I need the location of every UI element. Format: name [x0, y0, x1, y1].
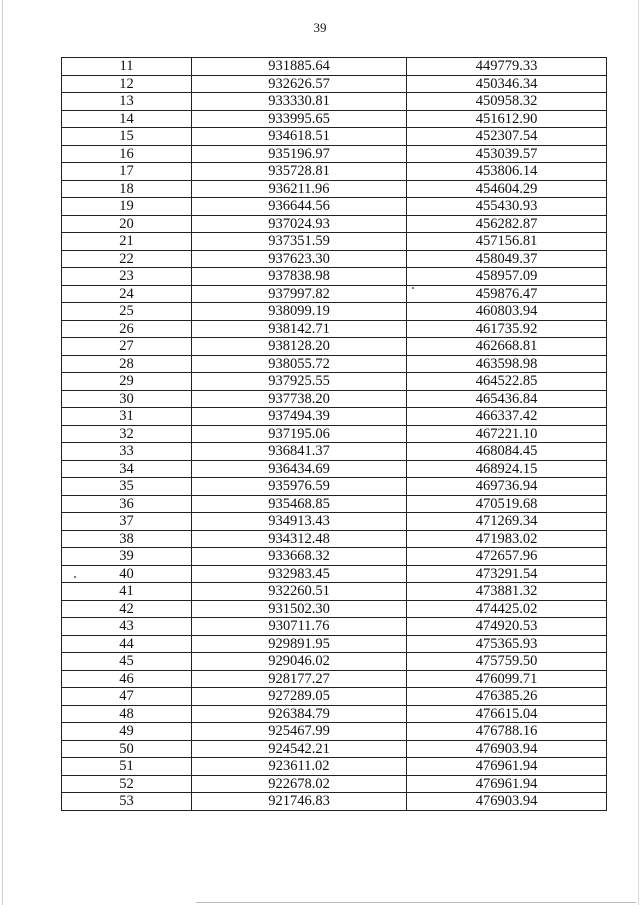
point-number-cell: 49 — [62, 723, 192, 741]
y-coordinate-cell: 476961.94 — [407, 775, 607, 793]
x-coordinate-cell: 935976.59 — [192, 478, 407, 496]
y-coordinate-cell: 461735.92 — [407, 320, 607, 338]
point-number-cell: 38 — [62, 530, 192, 548]
point-number-cell: 33 — [62, 443, 192, 461]
point-number-cell: 22 — [62, 250, 192, 268]
y-coordinate-cell: 453039.57 — [407, 145, 607, 163]
table-row — [62, 163, 607, 181]
x-coordinate-cell: 930711.76 — [192, 618, 407, 636]
table-row — [62, 425, 607, 443]
table-row — [62, 635, 607, 653]
x-coordinate-cell: 937195.06 — [192, 425, 407, 443]
table-row — [62, 443, 607, 461]
table-row — [62, 670, 607, 688]
y-coordinate-cell: 465436.84 — [407, 390, 607, 408]
x-coordinate-cell: 937623.30 — [192, 250, 407, 268]
table-row — [62, 688, 607, 706]
x-coordinate-cell: 926384.79 — [192, 705, 407, 723]
x-coordinate-cell: 934913.43 — [192, 513, 407, 531]
scan-speck — [74, 576, 76, 578]
page-edge-right — [638, 0, 639, 905]
x-coordinate-cell: 937024.93 — [192, 215, 407, 233]
scan-speck — [412, 287, 414, 289]
y-coordinate-cell: 476788.16 — [407, 723, 607, 741]
table-row — [62, 198, 607, 216]
x-coordinate-cell: 924542.21 — [192, 740, 407, 758]
y-coordinate-cell: 467221.10 — [407, 425, 607, 443]
point-number-cell: 20 — [62, 215, 192, 233]
table-row — [62, 408, 607, 426]
y-coordinate-cell: 463598.98 — [407, 355, 607, 373]
y-coordinate-cell: 450958.32 — [407, 93, 607, 111]
point-number-cell: 21 — [62, 233, 192, 251]
x-coordinate-cell: 933668.32 — [192, 548, 407, 566]
table-row — [62, 775, 607, 793]
point-number-cell: 35 — [62, 478, 192, 496]
y-coordinate-cell: 458049.37 — [407, 250, 607, 268]
point-number-cell: 47 — [62, 688, 192, 706]
x-coordinate-cell: 937997.82 — [192, 285, 407, 303]
y-coordinate-cell: 457156.81 — [407, 233, 607, 251]
table-row — [62, 320, 607, 338]
table-row — [62, 250, 607, 268]
y-coordinate-cell: 460803.94 — [407, 303, 607, 321]
table-row — [62, 740, 607, 758]
y-coordinate-cell: 473291.54 — [407, 565, 607, 583]
table-row — [62, 285, 607, 303]
point-number-cell: 30 — [62, 390, 192, 408]
x-coordinate-cell: 937838.98 — [192, 268, 407, 286]
x-coordinate-cell: 927289.05 — [192, 688, 407, 706]
point-number-cell: 45 — [62, 653, 192, 671]
table-row — [62, 793, 607, 811]
point-number-cell: 53 — [62, 793, 192, 811]
y-coordinate-cell: 449779.33 — [407, 58, 607, 76]
point-number-cell: 29 — [62, 373, 192, 391]
x-coordinate-cell: 929891.95 — [192, 635, 407, 653]
point-number-cell: 28 — [62, 355, 192, 373]
point-number-cell: 52 — [62, 775, 192, 793]
x-coordinate-cell: 922678.02 — [192, 775, 407, 793]
page-number: 39 — [313, 20, 327, 35]
point-number-cell: 15 — [62, 128, 192, 146]
table-row — [62, 233, 607, 251]
x-coordinate-cell: 937738.20 — [192, 390, 407, 408]
point-number-cell: 32 — [62, 425, 192, 443]
point-number-cell: 12 — [62, 75, 192, 93]
y-coordinate-cell: 454604.29 — [407, 180, 607, 198]
point-number-cell: 17 — [62, 163, 192, 181]
x-coordinate-cell: 938128.20 — [192, 338, 407, 356]
y-coordinate-cell: 474425.02 — [407, 600, 607, 618]
coordinates-table — [61, 57, 607, 811]
table-row — [62, 530, 607, 548]
point-number-cell: 26 — [62, 320, 192, 338]
table-row — [62, 303, 607, 321]
point-number-cell: 11 — [62, 58, 192, 76]
x-coordinate-cell: 933330.81 — [192, 93, 407, 111]
x-coordinate-cell: 929046.02 — [192, 653, 407, 671]
table-row — [62, 390, 607, 408]
point-number-cell: 23 — [62, 268, 192, 286]
table-row — [62, 355, 607, 373]
x-coordinate-cell: 936211.96 — [192, 180, 407, 198]
page-edge-left — [2, 0, 3, 905]
table-row — [62, 93, 607, 111]
y-coordinate-cell: 476615.04 — [407, 705, 607, 723]
x-coordinate-cell: 932983.45 — [192, 565, 407, 583]
x-coordinate-cell: 937925.55 — [192, 373, 407, 391]
table-row — [62, 110, 607, 128]
y-coordinate-cell: 476961.94 — [407, 758, 607, 776]
table-row — [62, 565, 607, 583]
point-number-cell: 13 — [62, 93, 192, 111]
table-row — [62, 653, 607, 671]
x-coordinate-cell: 933995.65 — [192, 110, 407, 128]
table-row — [62, 373, 607, 391]
point-number-cell: 27 — [62, 338, 192, 356]
coordinates-table-body — [62, 58, 607, 811]
x-coordinate-cell: 935728.81 — [192, 163, 407, 181]
point-number-cell: 51 — [62, 758, 192, 776]
x-coordinate-cell: 934618.51 — [192, 128, 407, 146]
table-row — [62, 128, 607, 146]
page-bottom-edge — [196, 902, 636, 903]
y-coordinate-cell: 459876.47 — [407, 285, 607, 303]
y-coordinate-cell: 473881.32 — [407, 583, 607, 601]
y-coordinate-cell: 476099.71 — [407, 670, 607, 688]
y-coordinate-cell: 475759.50 — [407, 653, 607, 671]
point-number-cell: 42 — [62, 600, 192, 618]
x-coordinate-cell: 936434.69 — [192, 460, 407, 478]
table-row — [62, 268, 607, 286]
point-number-cell: 34 — [62, 460, 192, 478]
point-number-cell: 36 — [62, 495, 192, 513]
table-row — [62, 758, 607, 776]
point-number-cell: 40 — [62, 565, 192, 583]
point-number-cell: 46 — [62, 670, 192, 688]
point-number-cell: 31 — [62, 408, 192, 426]
x-coordinate-cell: 934312.48 — [192, 530, 407, 548]
table-row — [62, 723, 607, 741]
point-number-cell: 39 — [62, 548, 192, 566]
y-coordinate-cell: 476903.94 — [407, 740, 607, 758]
x-coordinate-cell: 923611.02 — [192, 758, 407, 776]
table-row — [62, 145, 607, 163]
point-number-cell: 18 — [62, 180, 192, 198]
y-coordinate-cell: 464522.85 — [407, 373, 607, 391]
point-number-cell: 14 — [62, 110, 192, 128]
point-number-cell: 24 — [62, 285, 192, 303]
x-coordinate-cell: 932260.51 — [192, 583, 407, 601]
table-row — [62, 338, 607, 356]
y-coordinate-cell: 469736.94 — [407, 478, 607, 496]
y-coordinate-cell: 475365.93 — [407, 635, 607, 653]
y-coordinate-cell: 452307.54 — [407, 128, 607, 146]
point-number-cell: 37 — [62, 513, 192, 531]
x-coordinate-cell: 932626.57 — [192, 75, 407, 93]
table-row — [62, 215, 607, 233]
y-coordinate-cell: 471269.34 — [407, 513, 607, 531]
x-coordinate-cell: 937494.39 — [192, 408, 407, 426]
y-coordinate-cell: 470519.68 — [407, 495, 607, 513]
x-coordinate-cell: 938055.72 — [192, 355, 407, 373]
y-coordinate-cell: 466337.42 — [407, 408, 607, 426]
point-number-cell: 50 — [62, 740, 192, 758]
x-coordinate-cell: 928177.27 — [192, 670, 407, 688]
y-coordinate-cell: 450346.34 — [407, 75, 607, 93]
table-row — [62, 478, 607, 496]
point-number-cell: 25 — [62, 303, 192, 321]
y-coordinate-cell: 474920.53 — [407, 618, 607, 636]
table-row — [62, 618, 607, 636]
table-row — [62, 75, 607, 93]
x-coordinate-cell: 935196.97 — [192, 145, 407, 163]
y-coordinate-cell: 453806.14 — [407, 163, 607, 181]
x-coordinate-cell: 936841.37 — [192, 443, 407, 461]
point-number-cell: 48 — [62, 705, 192, 723]
table-row — [62, 600, 607, 618]
x-coordinate-cell: 935468.85 — [192, 495, 407, 513]
x-coordinate-cell: 921746.83 — [192, 793, 407, 811]
table-row — [62, 58, 607, 76]
point-number-cell: 19 — [62, 198, 192, 216]
y-coordinate-cell: 471983.02 — [407, 530, 607, 548]
y-coordinate-cell: 476385.26 — [407, 688, 607, 706]
table-row — [62, 705, 607, 723]
table-row — [62, 583, 607, 601]
y-coordinate-cell: 468084.45 — [407, 443, 607, 461]
x-coordinate-cell: 931885.64 — [192, 58, 407, 76]
x-coordinate-cell: 931502.30 — [192, 600, 407, 618]
y-coordinate-cell: 472657.96 — [407, 548, 607, 566]
y-coordinate-cell: 451612.90 — [407, 110, 607, 128]
point-number-cell: 43 — [62, 618, 192, 636]
point-number-cell: 44 — [62, 635, 192, 653]
x-coordinate-cell: 938142.71 — [192, 320, 407, 338]
y-coordinate-cell: 468924.15 — [407, 460, 607, 478]
x-coordinate-cell: 925467.99 — [192, 723, 407, 741]
table-row — [62, 548, 607, 566]
y-coordinate-cell: 476903.94 — [407, 793, 607, 811]
table-row — [62, 495, 607, 513]
table-row — [62, 460, 607, 478]
x-coordinate-cell: 937351.59 — [192, 233, 407, 251]
table-row — [62, 513, 607, 531]
x-coordinate-cell: 938099.19 — [192, 303, 407, 321]
x-coordinate-cell: 936644.56 — [192, 198, 407, 216]
table-row — [62, 180, 607, 198]
y-coordinate-cell: 458957.09 — [407, 268, 607, 286]
y-coordinate-cell: 456282.87 — [407, 215, 607, 233]
y-coordinate-cell: 455430.93 — [407, 198, 607, 216]
point-number-cell: 41 — [62, 583, 192, 601]
y-coordinate-cell: 462668.81 — [407, 338, 607, 356]
point-number-cell: 16 — [62, 145, 192, 163]
